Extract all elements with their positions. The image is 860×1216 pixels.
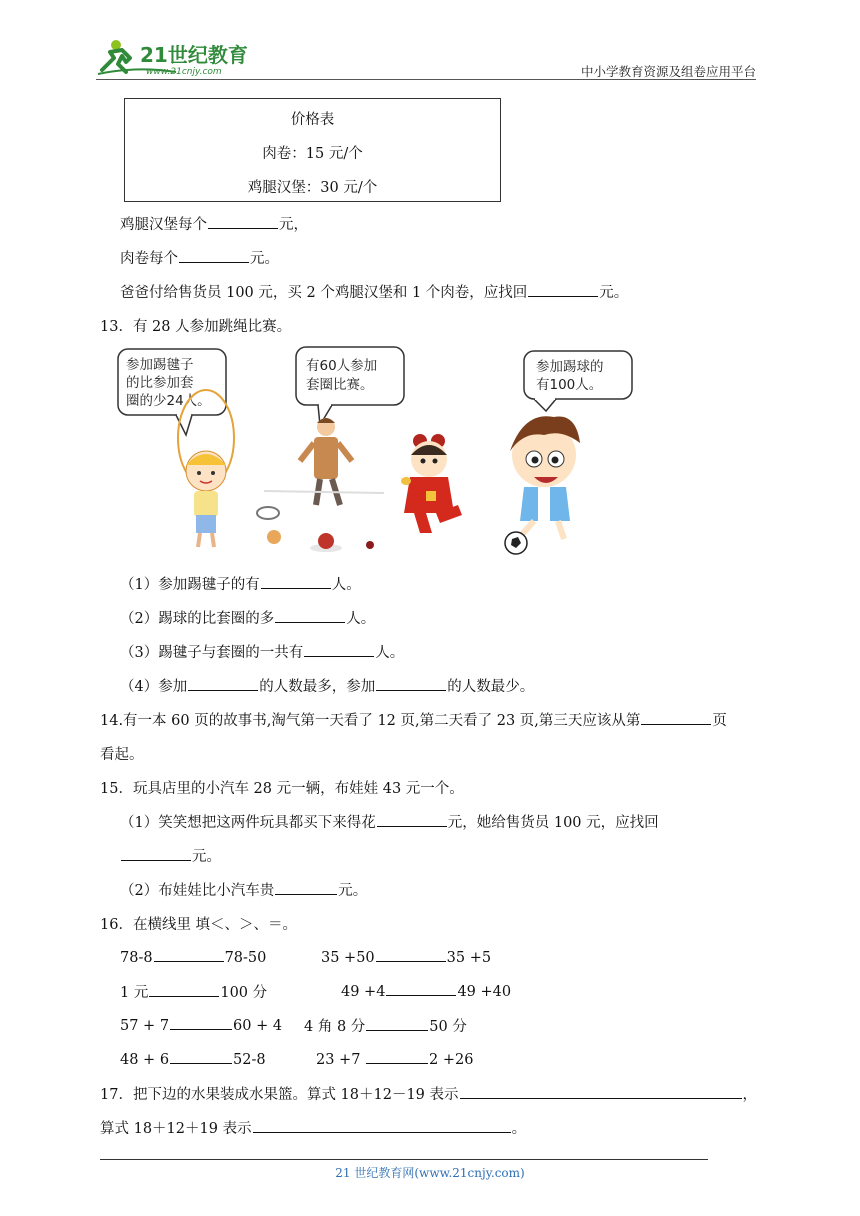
q15-part1-text: （1）笑笑想把这两件玩具都买下来得花 <box>120 815 376 831</box>
compare-blank[interactable] <box>366 1049 428 1064</box>
q13-part4-text2: 的人数最多，参加 <box>259 679 376 695</box>
q14-unit: 页 <box>712 713 727 729</box>
q16-expr-right: 2 +26 <box>429 1052 474 1068</box>
q16-expr-right: 52-8 <box>233 1052 266 1068</box>
q13-part1-unit: 人。 <box>331 577 361 593</box>
q12-roll-unit: 元。 <box>250 251 279 267</box>
price-row-meat-roll: 肉卷：15 元/个 <box>262 146 363 162</box>
header-divider <box>96 79 756 80</box>
q15-part2 <box>120 879 367 900</box>
q12-burger-text: 鸡腿汉堡每个 <box>120 217 207 233</box>
q14-text: 14.有一本 60 页的故事书,淘气第一天看了 12 页,第二天看了 23 页,第三天应该从第 <box>100 713 641 729</box>
q15-part1-unit: 元。 <box>192 849 221 865</box>
q16-item-4a <box>120 1049 266 1068</box>
q12-change-line <box>120 281 628 302</box>
answer-blank[interactable] <box>275 608 345 623</box>
price-row-burger: 鸡腿汉堡：30 元/个 <box>247 180 378 196</box>
q16-item-3a <box>120 1015 282 1034</box>
answer-blank[interactable] <box>528 282 598 297</box>
answer-blank[interactable] <box>376 676 446 691</box>
logo-url: www.21cnjy.com <box>146 67 222 77</box>
q12-change-text: 爸爸付给售货员 100 元，买 2 个鸡腿汉堡和 1 个肉卷，应找回 <box>120 285 528 301</box>
site-logo <box>96 36 266 80</box>
q17-line2 <box>100 1117 526 1138</box>
bubble2-line2: 套圈比赛。 <box>306 377 374 393</box>
answer-blank[interactable] <box>179 248 249 263</box>
q16-item-4b <box>316 1049 473 1068</box>
answer-blank[interactable] <box>641 710 711 725</box>
q13-title: 13．有 28 人参加跳绳比赛。 <box>100 319 292 335</box>
q16-expr-left: 57 + 7 <box>120 1018 170 1034</box>
q16-item-3b <box>304 1015 467 1036</box>
q16-expr-left: 1 元 <box>120 985 149 1001</box>
q13-part4-text: （4）参加 <box>120 679 188 695</box>
bubble3-line1: 参加踢球的 <box>536 359 604 375</box>
q15-part2-unit: 元。 <box>338 883 368 899</box>
q13-part1 <box>120 573 361 594</box>
runner-logo-icon <box>96 36 266 80</box>
q13-part4 <box>120 675 534 696</box>
price-table <box>124 98 501 202</box>
girl-shuttlecock-figure <box>401 434 462 533</box>
footer-text[interactable]: 21 世纪教育网(www.21cnjy.com) <box>335 1166 525 1180</box>
answer-blank[interactable] <box>377 812 447 827</box>
price-table-title: 价格表 <box>290 112 335 128</box>
q16-item-1a <box>120 947 266 966</box>
q16-expr-right: 49 +40 <box>457 984 512 1000</box>
bubble3-line2: 有100人。 <box>536 377 603 393</box>
man-ring-toss-figure <box>257 418 384 552</box>
q13-part3 <box>120 641 404 662</box>
q16-expr-right: 100 分 <box>220 985 268 1001</box>
q13-part3-unit: 人。 <box>375 645 405 661</box>
q16-expr-left: 4 角 8 分 <box>304 1019 366 1035</box>
q16-expr-left: 49 +4 <box>341 984 386 1000</box>
compare-blank[interactable] <box>154 947 224 962</box>
q14-line1 <box>100 709 727 730</box>
answer-blank[interactable] <box>208 214 278 229</box>
bubble2-line1: 有60人参加 <box>306 358 378 374</box>
q16-expr-right: 35 +5 <box>446 950 492 966</box>
q15-part1-cont <box>120 845 221 866</box>
answer-blank[interactable] <box>188 676 258 691</box>
q17-text: 17．把下边的水果装成水果篮。算式 18＋12－19 表示 <box>100 1087 459 1103</box>
q16-expr-left: 48 + 6 <box>120 1052 170 1068</box>
q12-change-unit: 元。 <box>599 285 629 301</box>
q16-item-2b <box>341 981 511 1000</box>
bubble1-line1: 参加踢毽子 <box>126 357 194 373</box>
boy-football-figure <box>505 416 580 554</box>
bubble1-line2: 的比参加套 <box>126 375 194 391</box>
q13-part2-text: （2）踢球的比套圈的多 <box>120 611 275 627</box>
q13-part2 <box>120 607 375 628</box>
q14-line2: 看起。 <box>100 747 144 763</box>
answer-blank[interactable] <box>304 642 374 657</box>
q15-part2-text: （2）布娃娃比小汽车贵 <box>120 883 275 899</box>
q17-text2: 算式 18＋12＋19 表示 <box>100 1121 252 1137</box>
q13-part2-unit: 人。 <box>346 611 376 627</box>
q16-expr-left: 23 +7 <box>316 1052 361 1068</box>
answer-blank[interactable] <box>460 1084 742 1099</box>
q15-part1-text2: 元，她给售货员 100 元，应找回 <box>447 815 659 831</box>
q17-punct2: 。 <box>511 1121 527 1137</box>
q16-expr-left: 78-8 <box>120 950 153 966</box>
header-platform-title: 中小学教育资源及组卷应用平台 <box>580 64 756 79</box>
speech-bubble-football <box>524 351 632 411</box>
logo-text: 21世纪教育 <box>140 43 248 67</box>
q16-expr-left: 35 +50 <box>321 950 375 966</box>
q13-part3-text: （3）踢毽子与套圈的一共有 <box>120 645 304 661</box>
q16-item-1b <box>321 947 491 966</box>
q12-burger-line <box>120 213 308 234</box>
q15-title: 15．玩具店里的小汽车 28 元一辆，布娃娃 43 元一个。 <box>100 781 464 797</box>
q16-expr-right: 78-50 <box>224 950 267 966</box>
compare-blank[interactable] <box>376 947 446 962</box>
speech-bubble-ring-toss <box>296 347 404 425</box>
compare-blank[interactable] <box>366 1016 428 1031</box>
answer-blank[interactable] <box>253 1118 511 1133</box>
bubble1-line3: 圈的少24人。 <box>126 393 211 409</box>
q12-roll-line <box>120 247 279 268</box>
q17-punct: ， <box>742 1087 758 1103</box>
q17-line1 <box>100 1083 757 1104</box>
q16-expr-right: 60 + 4 <box>233 1018 283 1034</box>
q16-title: 16．在横线里 填＜、＞、＝。 <box>100 917 298 933</box>
compare-blank[interactable] <box>170 1049 232 1064</box>
compare-blank[interactable] <box>149 982 219 997</box>
q13-illustration <box>114 343 634 561</box>
answer-blank[interactable] <box>121 846 191 861</box>
q13-part1-text: （1）参加踢毽子的有 <box>120 577 260 593</box>
q12-burger-unit: 元， <box>279 217 308 233</box>
q13-part4-text3: 的人数最少。 <box>447 679 535 695</box>
footer-divider <box>100 1159 708 1160</box>
compare-blank[interactable] <box>170 1015 232 1030</box>
q16-expr-right: 50 分 <box>429 1019 467 1035</box>
speech-bubble-jianzi <box>118 349 226 435</box>
q12-roll-text: 肉卷每个 <box>120 251 178 267</box>
answer-blank[interactable] <box>261 574 331 589</box>
q15-part1 <box>120 811 659 832</box>
q16-item-2a <box>120 981 267 1002</box>
answer-blank[interactable] <box>275 880 337 895</box>
compare-blank[interactable] <box>386 981 456 996</box>
